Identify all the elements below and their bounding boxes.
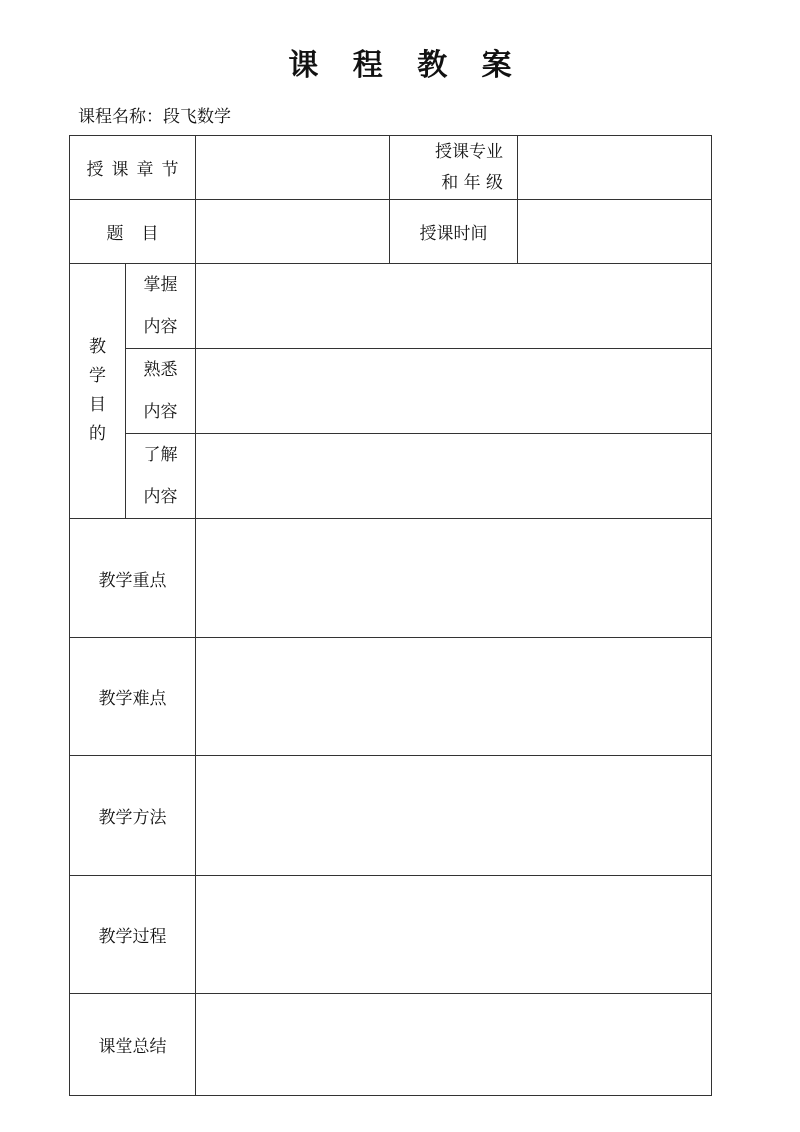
objectives-char: 的 xyxy=(89,424,106,444)
chapter-label: 授课章节 xyxy=(70,136,196,200)
topic-field[interactable] xyxy=(196,200,390,264)
major-label-line1: 授课专业 xyxy=(435,141,503,162)
methods-label: 教学方法 xyxy=(70,756,196,876)
lesson-plan-table xyxy=(69,135,712,1096)
major-grade-field[interactable] xyxy=(518,136,712,200)
familiar-label-line1: 熟悉 xyxy=(143,360,178,380)
understand-label xyxy=(126,434,196,519)
process-label: 教学过程 xyxy=(70,876,196,994)
understand-label-line2: 内容 xyxy=(143,487,178,507)
course-name-line xyxy=(78,102,231,127)
key-points-label: 教学重点 xyxy=(70,519,196,638)
master-label xyxy=(126,264,196,349)
familiar-field[interactable] xyxy=(196,349,712,434)
master-field[interactable] xyxy=(196,264,712,349)
master-label-line1: 掌握 xyxy=(143,275,178,295)
page-title: 课 程 教 案 xyxy=(288,48,524,83)
familiar-label-line2: 内容 xyxy=(143,402,178,422)
time-label: 授课时间 xyxy=(390,200,518,264)
course-name-label: 课程名称： xyxy=(78,107,163,127)
process-field[interactable] xyxy=(196,876,712,994)
master-label-line2: 内容 xyxy=(143,317,178,337)
objectives-char: 学 xyxy=(89,366,106,386)
objectives-char: 目 xyxy=(89,395,106,415)
key-points-field[interactable] xyxy=(196,519,712,638)
familiar-label xyxy=(126,349,196,434)
difficult-points-label: 教学难点 xyxy=(70,638,196,756)
major-label-line2: 和 年 级 xyxy=(441,172,503,193)
time-field[interactable] xyxy=(518,200,712,264)
methods-field[interactable] xyxy=(196,756,712,876)
difficult-points-field[interactable] xyxy=(196,638,712,756)
topic-label: 题目 xyxy=(70,200,196,264)
understand-field[interactable] xyxy=(196,434,712,519)
chapter-field[interactable] xyxy=(196,136,390,200)
summary-label: 课堂总结 xyxy=(70,994,196,1096)
course-name-value: 段飞数学 xyxy=(163,107,231,127)
summary-field[interactable] xyxy=(196,994,712,1096)
understand-label-line1: 了解 xyxy=(143,445,178,465)
objectives-group-label xyxy=(70,264,126,519)
objectives-char: 教 xyxy=(89,337,106,357)
major-grade-label xyxy=(390,136,518,200)
